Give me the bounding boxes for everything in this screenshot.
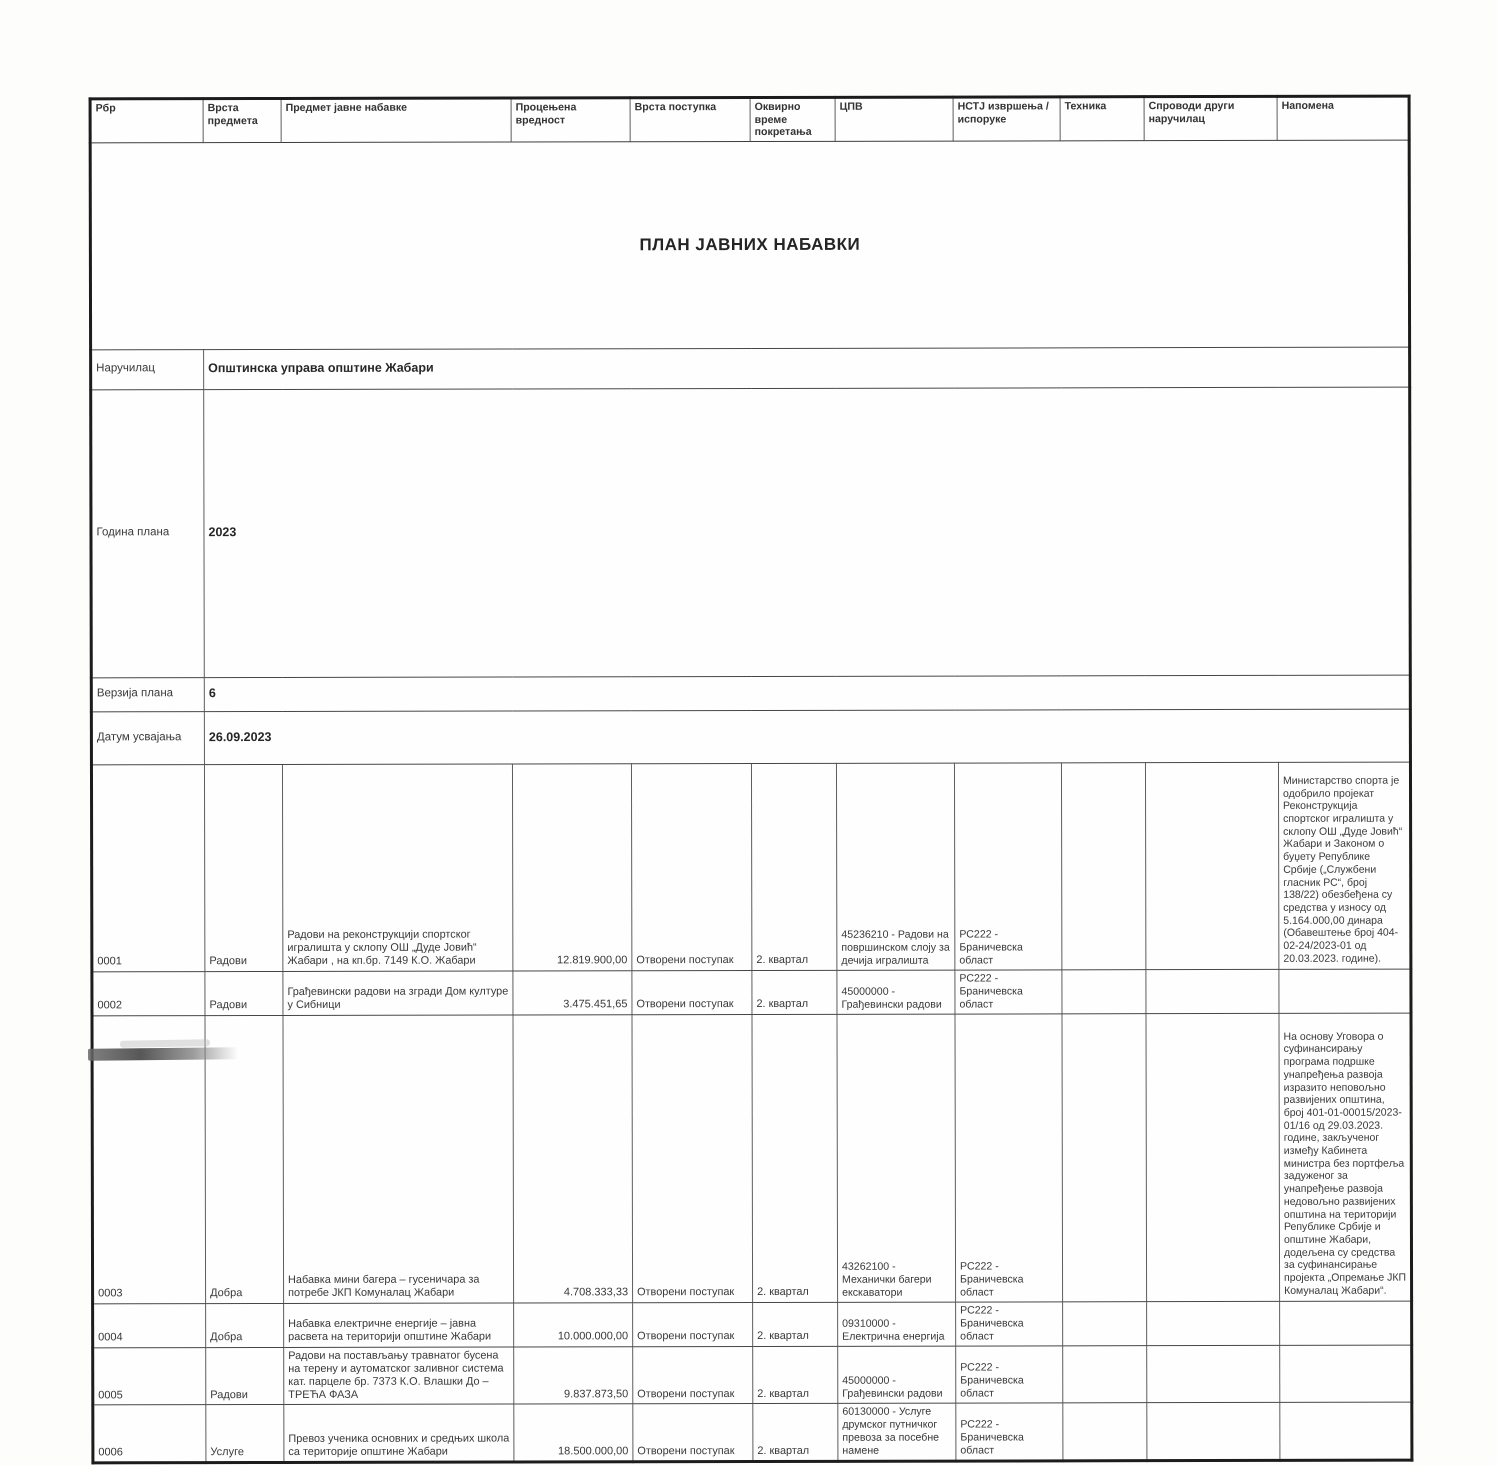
cell-sprovodi [1146, 969, 1279, 1013]
cell-cpv: 60130000 - Услуге друмског путничког превоза за посебне намене [838, 1403, 956, 1461]
meta-row-verzija [91, 675, 1410, 712]
meta-value: 26.09.2023 [204, 709, 1410, 765]
cell-tehnika [1063, 1403, 1147, 1461]
cell-vrednost: 18.500.000,00 [514, 1404, 633, 1462]
meta-row-narucilac [91, 347, 1410, 390]
cell-vrednost: 12.819.900,00 [512, 763, 631, 970]
cell-postupak: Отворени поступак [633, 1404, 753, 1462]
cell-rbr: 0005 [93, 1347, 206, 1405]
cell-vrsta: Радови [204, 764, 282, 971]
cell-postupak: Отворени поступак [632, 970, 752, 1014]
cell-vreme: 2. квартал [752, 1014, 838, 1302]
cell-predmet: Набавка електричне енергије – јавна расвета на територији општине Жабари [284, 1302, 514, 1346]
col-predmet: Предмет јавне набавке [281, 98, 511, 142]
cell-cpv: 09310000 - Електрична енергија [838, 1302, 956, 1346]
cell-tehnika [1063, 1301, 1147, 1345]
cell-predmet: Радови на постављању травнатог бусена на терену и аутоматског заливног система кат. парцеле бр. 7373 К.О. Влашки До – ТРЕЋА ФАЗА [284, 1346, 514, 1404]
cell-sprovodi [1147, 1301, 1280, 1345]
header-row [90, 96, 1409, 142]
title-and-meta [90, 140, 1410, 765]
col-postupak: Врста поступка [630, 97, 750, 141]
cell-rbr: 0003 [92, 1015, 206, 1303]
cell-cpv: 45000000 - Грађевински радови [838, 1346, 956, 1404]
meta-row-datum [91, 709, 1410, 765]
cell-rbr: 0002 [92, 971, 205, 1015]
cell-postupak: Отворени поступак [632, 1014, 753, 1302]
cell-tehnika [1062, 1013, 1147, 1301]
col-sprovodi: Спроводи други наручилац [1144, 96, 1277, 140]
cell-cpv: 45236210 - Радови на површинском слоју за дечија игралишта [836, 763, 954, 970]
table-row [92, 1013, 1412, 1304]
table-row [92, 969, 1411, 1016]
cell-vreme: 2. квартал [753, 1346, 838, 1404]
col-vrsta: Врста предмета [203, 98, 281, 142]
procurement-table-body [91, 762, 1411, 1464]
meta-value: 2023 [204, 387, 1411, 678]
cell-vrsta: Услуге [206, 1405, 284, 1463]
cell-nstj: РС222 - Браничевска област [956, 1403, 1063, 1461]
cell-rbr: 0006 [93, 1405, 206, 1463]
meta-label: Датум усвајања [91, 711, 204, 764]
procurement-plan-table [89, 95, 1414, 1465]
cell-nstj: РС222 - Браничевска област [956, 1301, 1063, 1345]
cell-predmet: Радови на реконструкцији спортског игралишта у склопу ОШ „Дуде Јовић“ Жабари , на кп.бр. 7149 К.О. Жабари [282, 763, 512, 970]
cell-napomena [1280, 1345, 1412, 1403]
cell-vrednost: 3.475.451,65 [513, 970, 632, 1014]
cell-napomena [1279, 969, 1411, 1013]
meta-value: Општинска управа општине Жабари [204, 347, 1410, 390]
col-vreme: Оквирно време покретања [750, 97, 835, 141]
cell-napomena: Министарство спорта је одобрило пројекат Реконструкција спортског игралишта у склопу ОШ „Дуде Јовић“ Жабари и Законом о буџету Републике Србије („Службени гласник РС“, број 138/22) обезбеђена су средства у износу од 5.164.000,00 динара (Обавештење број 404-02-24/2023-01 од 20.03.2023. године). [1278, 762, 1410, 969]
cell-rbr: 0001 [91, 764, 204, 971]
cell-tehnika [1061, 762, 1145, 969]
cell-cpv: 45000000 - Грађевински радови [837, 970, 955, 1014]
cell-vrsta: Радови [206, 1347, 284, 1405]
col-nstj: НСТЈ извршења / испоруке [953, 97, 1060, 141]
meta-label: Верзија плана [91, 677, 204, 711]
cell-tehnika [1062, 969, 1146, 1013]
cell-vrednost: 4.708.333,33 [513, 1014, 633, 1302]
cell-predmet: Набавка мини багера – гусеничара за потребе ЈКП Комуналац Жабари [283, 1014, 514, 1302]
meta-value: 6 [204, 675, 1410, 712]
cell-vrsta: Радови [205, 971, 283, 1015]
cell-vrednost: 9.837.873,50 [514, 1346, 633, 1404]
col-rbr: Рбр [90, 99, 203, 143]
cell-vreme: 2. квартал [753, 1302, 838, 1346]
scan-artifact [88, 1047, 238, 1061]
table-row [93, 1301, 1412, 1348]
cell-nstj: РС222 - Браничевска област [954, 762, 1061, 969]
cell-nstj: РС222 - Браничевска област [955, 969, 1062, 1013]
cell-nstj: РС222 - Браничевска област [956, 1345, 1063, 1403]
cell-vrsta: Добра [205, 1015, 284, 1303]
cell-vreme: 2. квартал [752, 970, 837, 1014]
column-header-row [90, 96, 1409, 142]
cell-predmet: Грађевински радови на згради Дом културе у Сибници [283, 970, 513, 1014]
col-napomena: Напомена [1277, 96, 1409, 140]
cell-sprovodi [1146, 1013, 1280, 1301]
cell-postupak: Отворени поступак [631, 763, 751, 970]
title-row [90, 140, 1409, 350]
cell-sprovodi [1145, 762, 1278, 969]
cell-vreme: 2. квартал [753, 1404, 838, 1462]
cell-vrednost: 10.000.000,00 [514, 1302, 633, 1346]
cell-nstj: РС222 - Браничевска област [955, 1013, 1063, 1301]
cell-postupak: Отворени поступак [633, 1346, 753, 1404]
cell-sprovodi [1147, 1403, 1280, 1461]
cell-vrsta: Добра [206, 1303, 284, 1347]
cell-vreme: 2. квартал [751, 763, 836, 970]
cell-napomena: На основу Уговора о суфинансирању програма подршке унапређења развоја изразито неповољно развијених општина, број 401-01-00015/2023-01/16 од 29.03.2023. године, закљученог између Кабинета министра без портфеља задуженог за унапређење развоја недовољно развијених општина на територији Републике Србије и општине Жабари, додељена су средства за суфинансирање пројекта „Опремање ЈКП Комуналац Жабари“. [1279, 1013, 1412, 1301]
cell-napomena [1280, 1402, 1412, 1460]
cell-predmet: Превоз ученика основних и средњих школа са територије општине Жабари [284, 1404, 514, 1462]
cell-postupak: Отворени поступак [633, 1302, 753, 1346]
table-row [93, 1402, 1412, 1463]
meta-row-godina [91, 387, 1411, 678]
page-title: ПЛАН ЈАВНИХ НАБАВКИ [90, 140, 1409, 350]
cell-napomena [1280, 1301, 1412, 1345]
procurement-plan-sheet [89, 95, 1411, 1465]
meta-label: Година плана [91, 389, 205, 677]
cell-cpv: 43262100 - Механички багери екскаватори [837, 1014, 956, 1302]
meta-label: Наручилац [91, 349, 204, 389]
cell-tehnika [1063, 1345, 1147, 1403]
col-cpv: ЦПВ [835, 97, 953, 141]
table-row [93, 1345, 1412, 1406]
table-row [91, 762, 1410, 972]
col-vrednost: Процењена вредност [511, 98, 630, 142]
cell-sprovodi [1147, 1345, 1280, 1403]
col-tehnika: Техника [1060, 97, 1144, 141]
cell-rbr: 0004 [93, 1303, 206, 1347]
